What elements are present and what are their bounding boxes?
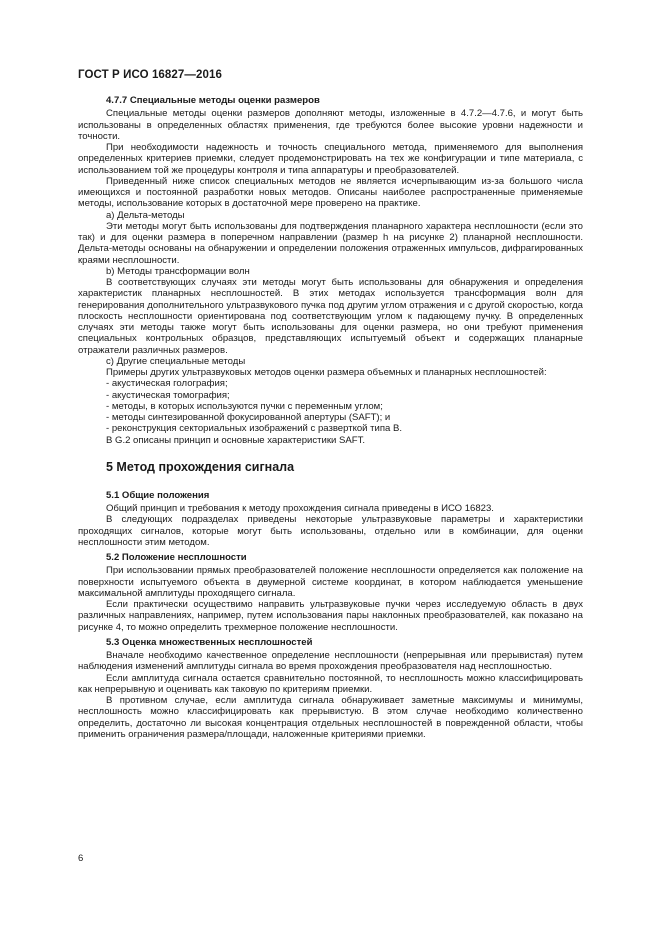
list-item: - реконструкция секториальных изображений с разверткой типа В. — [106, 423, 403, 435]
list-item: - методы, в которых используются пучки с переменным углом; — [106, 400, 383, 412]
item-a-label: a) Дельта-методы — [106, 209, 185, 221]
section-5-heading: 5 Метод прохождения сигнала — [106, 459, 295, 474]
list-item: - акустическая томография; — [106, 389, 230, 401]
document-header: ГОСТ Р ИСО 16827—2016 — [78, 69, 223, 81]
list-item: - методы синтезированной фокусированной апертуры (SAFT); и — [106, 412, 391, 423]
paragraph: При использовании прямых преобразователей положение несплошности определяется как положение на поверхности испытуемого объекта в двумерной системе координат, в котором наблюдается уменьшение максимальной амплитуды проходящего сигнала. — [78, 565, 583, 599]
page-number: 6 — [78, 853, 84, 864]
item-b-label: b) Методы трансформации волн — [106, 265, 250, 277]
paragraph: В следующих подразделах приведены некоторые ультразвуковые параметры и характеристики проходящих сигналов, которые могут быть использованы, отдельно или в комбинации, для оценки несплошности этим методом. — [78, 514, 583, 548]
paragraph: Специальные методы оценки размеров дополняют методы, изложенные в 4.7.2—4.7.6, и могут быть использованы в определенных областях применения, где требуются более высокие уровни надежности и точности. — [78, 108, 583, 142]
paragraph: Эти методы могут быть использованы для подтверждения планарного характера несплошности (если это так) и для оценки размера в поперечном направлении (размер h на рисунке 2) планарной несплошности. Дельта-методы основаны на обнаружении и определении положения отраженных импульсов, дифрагированных краями несплошности. — [78, 220, 583, 266]
paragraph: В соответствующих случаях эти методы могут быть использованы для обнаружения и определения характеристик планарных несплошностей. В этих методах используется трансформация волн для генерирования дополнительного ультразвукового пучка под другим углом отражения и с другой скоростью, когда плоскость несплошности ориентирована под соответствующим углом к падающему пучку. В определенных случаях эти методы также могут быть использованы для оценки размера, но они требуют применения специальных контрольных образцов, представляющих испытуемый объект и содержащих планарные отражатели различных размеров. — [78, 277, 583, 356]
paragraph: При необходимости надежность и точность специального метода, применяемого для выполнения определенных критериев приемки, следует продемонстрировать на тех же конфигурации и типе материала, с использованием той же процедуры контроля и типа аппаратуры и преобразователей. — [78, 142, 583, 176]
paragraph: Если практически осуществимо направить ультразвуковые пучки через исследуемую область в двух различных направлениях, например, путем использования пары наклонных преобразователей, как показано на рисунке 4, то можно определить трехмерное положение несплошности. — [78, 599, 583, 633]
section-5-1-heading: 5.1 Общие положения — [106, 489, 210, 501]
paragraph: Примеры других ультразвуковых методов оценки размера объемных и планарных несплошностей: — [106, 367, 547, 378]
page-content — [78, 95, 583, 740]
paragraph: Общий принцип и требования к методу прохождения сигнала приведены в ИСО 16823. — [106, 503, 494, 514]
section-5-3-heading: 5.3 Оценка множественных несплошностей — [106, 636, 313, 648]
section-5-2-heading: 5.2 Положение несплошности — [106, 552, 247, 563]
paragraph: Приведенный ниже список специальных методов не является исчерпывающим из-за большого числа имеющихся и постоянной разработки новых методов. Описаны наиболее распространенные применяемые методы, использование которых в достаточной мере проверено на практике. — [78, 175, 583, 210]
paragraph: В противном случае, если амплитуда сигнала обнаруживает заметные максимумы и минимумы, несплошность можно классифицировать как прерывистую. В этом случае необходимо количественно определить, достаточно ли высокая концентрация отдельных несплошностей в поврежденной области, чтобы применить ограничения размера/площади, наложенные критериями приемки. — [78, 695, 583, 740]
paragraph: В G.2 описаны принцип и основные характеристики SAFT. — [106, 434, 365, 446]
paragraph: Если амплитуда сигнала остается сравнительно постоянной, то несплошность можно классифицировать как непрерывную и оценивать как таковую по критериям приемки. — [78, 672, 583, 695]
paragraph: Вначале необходимо качественное определение несплошности (непрерывная или прерывистая) путем наблюдения изменений амплитуды сигнала во время прохождения преобразователя над несплошностью. — [78, 650, 583, 673]
list-item: - акустическая голография; — [106, 378, 228, 390]
item-c-label: c) Другие специальные методы — [106, 355, 246, 367]
section-4-7-7-heading: 4.7.7 Специальные методы оценки размеров — [106, 95, 320, 106]
